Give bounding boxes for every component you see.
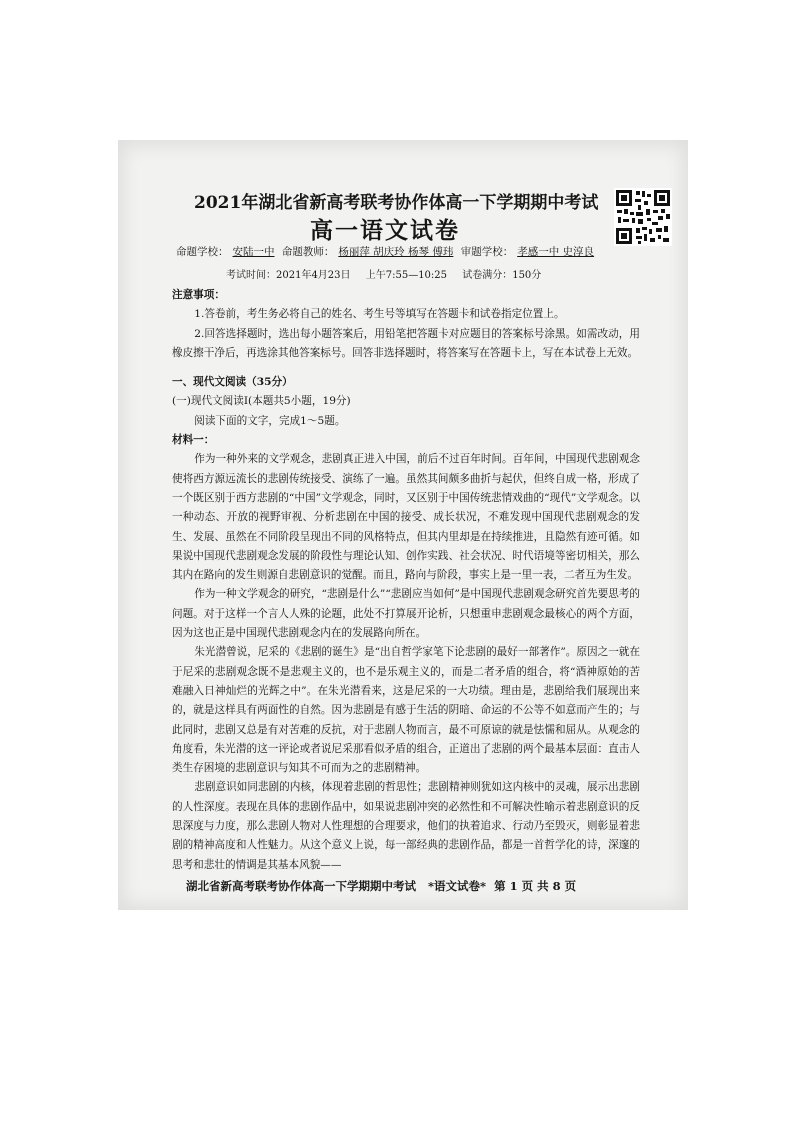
review-school: 孝感一中 史淳良 <box>517 246 595 258</box>
section-instruction: 阅读下面的文字，完成1～5题。 <box>194 414 346 427</box>
notice-item-1: 1.答卷前，考生务必将自己的姓名、考生号等填写在答题卡和试卷指定位置上。 <box>194 308 565 321</box>
exam-score: 试卷满分：150分 <box>462 270 542 281</box>
notice-heading: 注意事项： <box>172 289 225 301</box>
page-number: 第 1 页 共 8 页 <box>494 879 577 893</box>
paragraph-3: 朱光潜曾说，尼采的《悲剧的诞生》是“出自哲学家笔下论悲剧的最好一部著作”。原因之一就在于尼采的悲剧观念既不是悲观主义的，也不是乐观主义的，而是二者矛盾的组合，将“酒神原始的苦难融入日神灿烂的光辉之中”。在朱光潜看来，这是尼采的一大功绩。理由是，悲剧给我们展现出来的，就是这样具有两面性的自然。因为悲剧是有感于生活的阴暗、命运的不公等不如意而产生的；与此同时，悲剧又总是有对苦难的反抗，对于悲剧人物而言，最不可原谅的就是怯懦和屈从。从观念的角度看，朱光潜的这一评论或者说尼采那看似矛盾的组合，正道出了悲剧的两个最基本层面：直击人类生存困境的悲剧意识与知其不可而为之的悲剧精神。 <box>172 646 640 775</box>
school-name: 安陆一中 <box>232 246 275 258</box>
exam-time-row <box>226 266 553 281</box>
exam-title: 2021年湖北省新高考联考协作体高一下学期期中考试 <box>194 193 599 213</box>
review-label: 审题学校： <box>460 246 514 258</box>
meta-row <box>176 244 598 259</box>
qr-code-icon <box>614 188 672 246</box>
material-label: 材料一： <box>172 434 215 447</box>
section-sub: (一)现代文阅读Ⅰ(本题共5小题，19分) <box>172 395 351 408</box>
footer-label: *语文试卷* <box>428 879 487 893</box>
paper-subtitle: 高一语文试卷 <box>310 217 460 244</box>
section-heading: 一、现代文阅读（35分） <box>172 376 293 389</box>
paragraph-2: 作为一种文学观念的研究，“悲剧是什么”“悲剧应当如何”是中国现代悲剧观念研究首先要思考的问题。对于这样一个言人人殊的论题，此处不打算展开论析，只想重申悲剧观念最核心的两个方面，因为这也正是中国现代悲剧观念内在的发展路向所在。 <box>172 588 640 640</box>
exam-time-range: 上午7:55—10:25 <box>365 270 448 281</box>
teacher-label: 命题教师： <box>281 246 335 258</box>
exam-body <box>172 286 640 875</box>
page-footer <box>186 878 576 894</box>
teacher-names: 杨丽萍 胡庆玲 杨琴 傅玮 <box>338 246 454 258</box>
school-label: 命题学校： <box>176 246 229 258</box>
footer-text: 湖北省新高考联考协作体高一下学期期中考试 <box>186 879 416 893</box>
exam-time: 考试时间：2021年4月23日 <box>226 270 351 281</box>
notice-item-2: 2.回答选择题时，选出每小题答案后，用铅笔把答题卡对应题目的答案标号涂黑。如需改动，用橡皮擦干净后，再选涂其他答案标号。回答非选择题时，将答案写在答题卡上，写在本试卷上无效。 <box>172 327 640 359</box>
paragraph-1: 作为一种外来的文学观念，悲剧真正进入中国，前后不过百年时间。百年间，中国现代悲剧观念使将西方源远流长的悲剧传统接受、演练了一遍。虽然其间颇多曲折与起伏，但终自成一格，形成了一个既区别于西方悲剧的“中国”文学观念，同时，又区别于中国传统悲情戏曲的“现代”文学观念。以一种动态、开放的视野审视、分析悲剧在中国的接受、成长状况，不难发现中国现代悲剧观念的发生、发展、虽然在不同阶段呈现出不同的风格特点，但其内里却是在持续推进，且隐然有迹可循。如果说中国现代悲剧观念发展的阶段性与理论认知、创作实践、社会状况、时代语境等密切相关，那么其内在路向的发生则源自悲剧意识的觉醒。而且，路向与阶段，事实上是一里一表，二者互为生发。 <box>172 453 640 582</box>
paragraph-4: 悲剧意识如同悲剧的内核，体现着悲剧的哲思性；悲剧精神则犹如这内核中的灵魂，展示出悲剧的人性深度。表现在具体的悲剧作品中，如果说悲剧冲突的必然性和不可解决性喻示着悲剧意识的反思深度与力度，那么悲剧人物对人性理想的合理要求，他们的执着追求、行动乃至毁灭，则彰显着悲剧的精神高度和人性魅力。从这个意义上说，每一部经典的悲剧作品，都是一首哲学化的诗，深邃的思考和悲壮的情调是其基本风貌—— <box>172 781 640 871</box>
